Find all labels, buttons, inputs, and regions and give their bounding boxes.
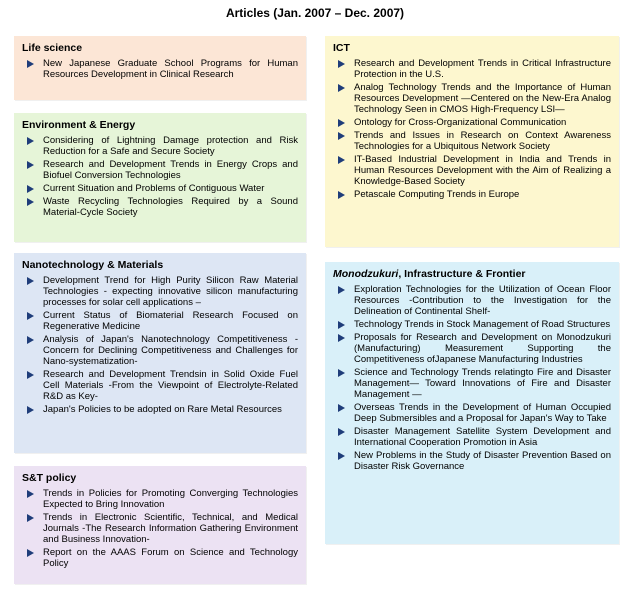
triangle-bullet-icon: [27, 277, 34, 285]
article-title: Research and Development Trends in Energy Crops and Biofuel Conversion Technologies: [43, 159, 298, 181]
article-list: [22, 275, 298, 415]
article-item: [22, 58, 298, 80]
article-item: [333, 58, 611, 80]
article-item: [333, 82, 611, 115]
section-heading: Environment & Energy: [22, 119, 136, 131]
triangle-bullet-icon: [338, 84, 345, 92]
article-item: [22, 512, 298, 545]
article-title: New Problems in the Study of Disaster Prevention Based on Disaster Risk Governance: [354, 450, 611, 472]
section-heading: S&T policy: [22, 472, 77, 484]
article-list: [333, 284, 611, 472]
article-title: Research and Development Trends in Critical Infrastructure Protection in the U.S.: [354, 58, 611, 80]
article-title: Disaster Management Satellite System Development and International Cooperation Promotion in Asia: [354, 426, 611, 448]
article-item: [333, 319, 611, 330]
triangle-bullet-icon: [338, 191, 345, 199]
article-title: Petascale Computing Trends in Europe: [354, 189, 520, 200]
article-title: Research and Development Trendsin in Solid Oxide Fuel Cell Materials -From the Viewpoint of Electrolyte-Related R&D as Key-: [43, 369, 298, 402]
triangle-bullet-icon: [338, 369, 345, 377]
article-item: [22, 275, 298, 308]
article-item: [22, 310, 298, 332]
article-item: [22, 183, 298, 194]
article-title: Development Trend for High Purity Silicon Raw Material Technologies - expecting innovative silicon manufacturing processes for solar cell applications –: [43, 275, 298, 308]
section-life-science: [14, 36, 306, 100]
article-item: [22, 369, 298, 402]
triangle-bullet-icon: [27, 60, 34, 68]
section-heading: Nanotechnology & Materials: [22, 259, 164, 271]
article-title: Technology Trends in Stock Management of Road Structures: [354, 319, 611, 330]
article-item: [22, 404, 298, 415]
article-title: Analog Technology Trends and the Importance of Human Resources Development —Centered on the New-Era Analog Technology Seen in CMOS High-Frequency LSI—: [354, 82, 611, 115]
section-monodzukuri-infrastructure-frontier: [325, 262, 619, 544]
article-item: [22, 547, 298, 569]
triangle-bullet-icon: [338, 156, 345, 164]
triangle-bullet-icon: [27, 161, 34, 169]
article-title: Trends in Electronic Scientific, Technical, and Medical Journals -The Research Information Gathering Environment and Business Innovation-: [43, 512, 298, 545]
triangle-bullet-icon: [27, 137, 34, 145]
triangle-bullet-icon: [27, 336, 34, 344]
article-title: New Japanese Graduate School Programs for Human Resources Development in Clinical Research: [43, 58, 298, 80]
article-title: Current Status of Biomaterial Research Focused on Regenerative Medicine: [43, 310, 298, 332]
triangle-bullet-icon: [27, 490, 34, 498]
page-title: Articles (Jan. 2007 – Dec. 2007): [225, 6, 405, 20]
triangle-bullet-icon: [338, 334, 345, 342]
article-title: Trends and Issues in Research on Context Awareness Technologies for a Ubiquitous Network Society: [354, 130, 611, 152]
section-heading: ICT: [333, 42, 350, 54]
article-item: [333, 189, 611, 200]
triangle-bullet-icon: [338, 60, 345, 68]
article-title: IT-Based Industrial Development in India and Trends in Human Resources Development with the Aim of Realizing a Knowledge-Based Society: [354, 154, 611, 187]
section-environment-energy: [14, 113, 306, 242]
triangle-bullet-icon: [338, 428, 345, 436]
article-item: [333, 117, 611, 128]
article-item: [22, 488, 298, 510]
article-title: Overseas Trends in the Development of Human Occupied Deep Submersibles and a Proposal for Japan's Way to Take: [354, 402, 611, 424]
article-item: [333, 284, 611, 317]
article-list: [22, 488, 298, 569]
triangle-bullet-icon: [27, 514, 34, 522]
triangle-bullet-icon: [338, 404, 345, 412]
triangle-bullet-icon: [27, 406, 34, 414]
triangle-bullet-icon: [27, 371, 34, 379]
triangle-bullet-icon: [27, 198, 34, 206]
section-heading-italic: Monodzukuri: [333, 268, 399, 280]
article-title: Ontology for Cross-Organizational Communication: [354, 117, 567, 128]
article-list: [22, 58, 298, 80]
article-item: [333, 450, 611, 472]
article-title: Trends in Policies for Promoting Converging Technologies Expected to Bring Innovation: [43, 488, 298, 510]
section-heading: Life science: [22, 42, 83, 54]
article-item: [333, 402, 611, 424]
triangle-bullet-icon: [338, 119, 345, 127]
article-title: Proposals for Research and Development on Monodzukuri (Manufacturing) Measurement Supporting the Competitiveness ofJapanese Manufacturing Industries: [354, 332, 611, 365]
article-item: [333, 130, 611, 152]
section-st-policy: [14, 466, 306, 584]
article-item: [22, 159, 298, 181]
section-nanotechnology-materials: [14, 253, 306, 453]
article-title: Analysis of Japan's Nanotechnology Competitiveness -Concern for Declining Competitiveness and Challenges for Nano-systematization-: [43, 334, 298, 367]
article-item: [333, 332, 611, 365]
triangle-bullet-icon: [338, 286, 345, 294]
article-list: [22, 135, 298, 218]
article-title: Science and Technology Trends relatingto Fire and Disaster Management— Toward Innovations of Fire and Disaster Management —: [354, 367, 611, 400]
article-title: Current Situation and Problems of Contiguous Water: [43, 183, 265, 194]
triangle-bullet-icon: [27, 312, 34, 320]
section-heading-rest: , Infrastructure & Frontier: [398, 268, 526, 280]
article-list: [333, 58, 611, 200]
article-title: Japan's Policies to be adopted on Rare Metal Resources: [43, 404, 282, 415]
article-title: Considering of Lightning Damage protection and Risk Reduction for a Safe and Secure Society: [43, 135, 298, 157]
section-ict: [325, 36, 619, 247]
triangle-bullet-icon: [338, 132, 345, 140]
article-title: Waste Recycling Technologies Required by a Sound Material-Cycle Society: [43, 196, 298, 218]
article-item: [333, 367, 611, 400]
article-item: [333, 154, 611, 187]
article-item: [22, 196, 298, 218]
section-heading: [333, 268, 611, 280]
article-title: Report on the AAAS Forum on Science and Technology Policy: [43, 547, 298, 569]
triangle-bullet-icon: [338, 321, 345, 329]
article-title: Exploration Technologies for the Utilization of Ocean Floor Resources -Contribution to the Investigation for the Delineation of Continental Shelf-: [354, 284, 611, 317]
triangle-bullet-icon: [27, 185, 34, 193]
article-item: [22, 334, 298, 367]
article-item: [22, 135, 298, 157]
triangle-bullet-icon: [338, 452, 345, 460]
triangle-bullet-icon: [27, 549, 34, 557]
article-item: [333, 426, 611, 448]
